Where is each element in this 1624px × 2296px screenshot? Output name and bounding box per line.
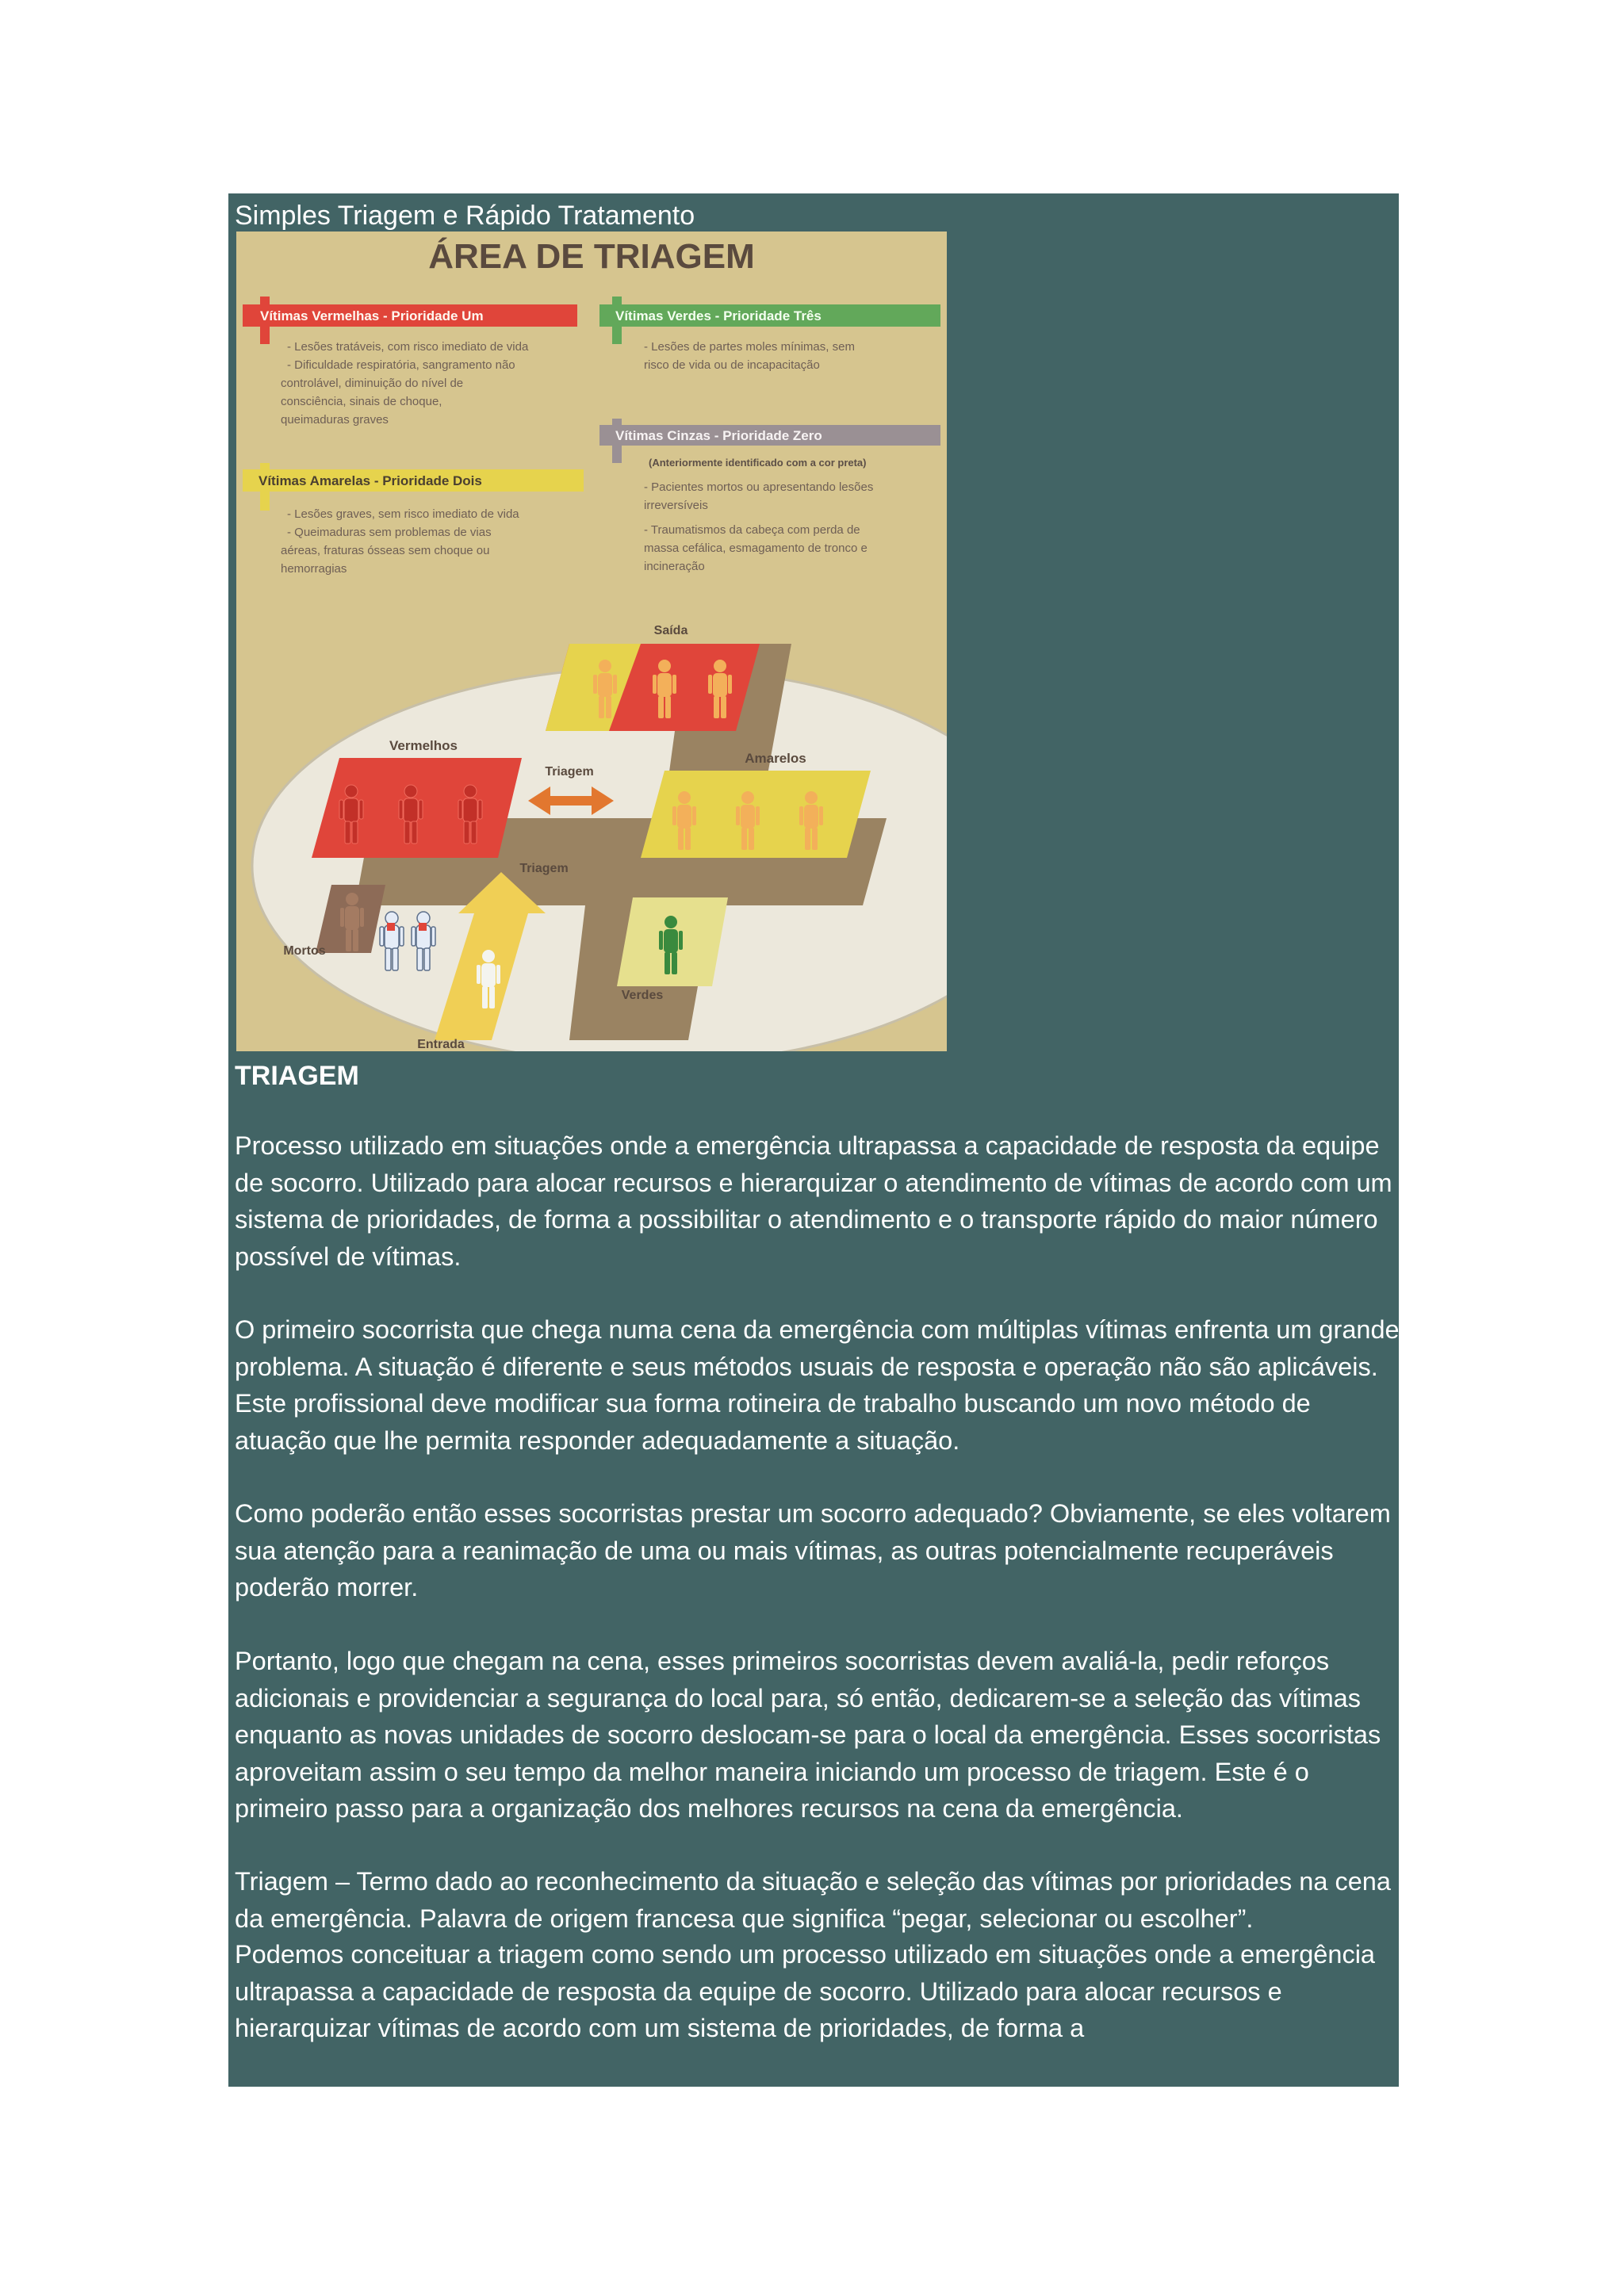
document-title: Simples Triagem e Rápido Tratamento bbox=[235, 201, 695, 231]
green-zone-label: Verdes bbox=[621, 989, 664, 1002]
paragraph-4: Portanto, logo que chegam na cena, esses primeiros socorristas devem avaliá-la, pedir reforços adicionais e providenciar a segurança do local para, só então, dedicarem-se a seleção das vítimas enquanto as novas unidades de socorro deslocam-se para o local da emergência. Esses socorristas aproveitam assim o seu tempo da melhor maneira iniciando um processo de triagem. Este é o primeiro passo para a organização dos melhores recursos na cena da emergência. bbox=[235, 1647, 1381, 1823]
green-category-header: Vítimas Verdes - Prioridade Três bbox=[615, 308, 822, 323]
yellow-category-lines: - Lesões graves, sem risco imediato de vida - Queimaduras sem problemas de vias aéreas, fraturas ósseas sem choque ou hemorragias bbox=[281, 507, 519, 576]
triage-top-label: Triagem bbox=[545, 765, 594, 779]
green-category-lines: - Lesões de partes moles mínimas, sem risco de vida ou de incapacitação bbox=[644, 340, 855, 372]
red-category-header: Vítimas Vermelhas - Prioridade Um bbox=[260, 308, 484, 323]
gray-category-note: (Anteriormente identificado com a cor preta) bbox=[649, 457, 867, 469]
red-category-lines: - Lesões tratáveis, com risco imediato de vida - Dificuldade respiratória, sangramento não controlável, diminuição do nível de consciência, sinais de choque, queimaduras graves bbox=[281, 340, 529, 427]
document-panel bbox=[228, 193, 1399, 2087]
paragraph-5: Triagem – Termo dado ao reconhecimento da situação e seleção das vítimas por prioridades na cena da emergência. Palavra de origem francesa que significa “pegar, selecionar ou escolher”. bbox=[235, 1867, 1391, 1933]
triage-area-figure bbox=[236, 232, 947, 1051]
paragraph-6: Podemos conceituar a triagem como sendo um processo utilizado em situações onde a emergência ultrapassa a capacidade de resposta da equipe de socorro. Utilizado para alocar recursos e hierarquizar vítimas de acordo com um sistema de prioridades, de forma a bbox=[235, 1940, 1375, 2042]
paragraph-3: Como poderão então esses socorristas prestar um socorro adequado? Obviamente, se eles voltarem sua atenção para a reanimação de uma ou mais vítimas, as outras potencialmente recuperáveis poderão morrer. bbox=[235, 1499, 1391, 1601]
triage-bottom-label: Triagem bbox=[519, 862, 569, 875]
paragraph-2: O primeiro socorrista que chega numa cena da emergência com múltiplas vítimas enfrenta um grande problema. A situação é diferente e seus métodos usuais de resposta e operação não são aplicáveis. Este profissional deve modificar sua forma rotineira de trabalho buscando um novo método de atuação que lhe permita responder adequadamente a situação. bbox=[235, 1315, 1400, 1455]
gray-category-header: Vítimas Cinzas - Prioridade Zero bbox=[615, 428, 822, 443]
yellow-category-header: Vítimas Amarelas - Prioridade Dois bbox=[259, 473, 482, 488]
figure-title: ÁREA DE TRIAGEM bbox=[428, 237, 755, 276]
entrance-label: Entrada bbox=[417, 1038, 465, 1051]
red-zone-label: Vermelhos bbox=[389, 738, 458, 753]
exit-label: Saída bbox=[653, 624, 688, 637]
gray-category-lines: - Pacientes mortos ou apresentando lesões irreversíveis - Traumatismos da cabeça com perda de massa cefálica, esmagamento de tronco e incineração bbox=[644, 480, 874, 573]
paragraph-1: Processo utilizado em situações onde a emergência ultrapassa a capacidade de resposta da equipe de socorro. Utilizado para alocar recursos e hierarquizar o atendimento de vítimas de acordo com um sistema de prioridades, de forma a possibilitar o atendimento e o transporte rápido do maior número possível de vítimas. bbox=[235, 1131, 1392, 1271]
yellow-zone-label: Amarelos bbox=[745, 751, 806, 766]
section-heading: TRIAGEM bbox=[235, 1061, 359, 1091]
dead-zone-label: Mortos bbox=[283, 944, 326, 958]
